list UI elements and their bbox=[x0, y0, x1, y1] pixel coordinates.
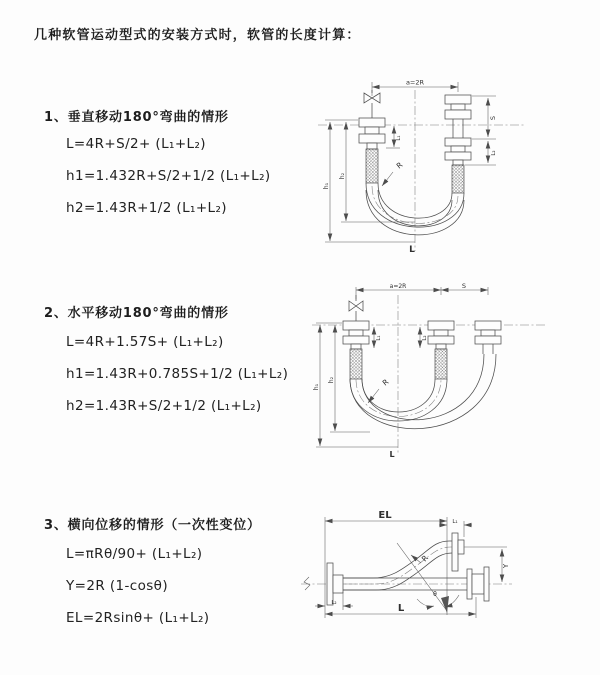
right-hose-end bbox=[445, 95, 471, 193]
braid-section bbox=[435, 349, 447, 379]
section-1-formula-h2: h2=1.43R+1/2 (L₁+L₂) bbox=[66, 200, 227, 216]
displaced-hose-position bbox=[343, 533, 464, 590]
page-title: 几种软管运动型式的安装方式时，软管的长度计算： bbox=[34, 28, 361, 43]
dim-label-l: L bbox=[397, 603, 405, 614]
dim-label-a2r: a=2R bbox=[389, 283, 407, 290]
dim-label-theta: θ bbox=[433, 591, 437, 598]
section-3-formula-L: L=πRθ/90+ (L₁+L₂) bbox=[66, 546, 203, 562]
diagram-horizontal-180-bend bbox=[308, 281, 550, 461]
section-2-formula-h1: h1=1.43R+0.785S+1/2 (L₁+L₂) bbox=[66, 366, 289, 382]
dim-label-L: L bbox=[389, 450, 395, 459]
braid-section bbox=[452, 165, 464, 193]
dim-radius bbox=[411, 553, 430, 563]
right-hose-end-shifted bbox=[475, 321, 501, 354]
section-3-formula-EL: EL=2Rsinθ+ (L₁+L₂) bbox=[66, 610, 210, 626]
dim-l1 bbox=[374, 327, 382, 348]
dim-label-s: S bbox=[461, 282, 467, 290]
dim-label-l2: L₂ bbox=[422, 335, 428, 341]
diagram-vertical-180-bend bbox=[312, 76, 534, 256]
middle-hose-end bbox=[428, 321, 454, 379]
section-2-heading: 2、水平移动180°弯曲的情形 bbox=[44, 306, 229, 321]
dim-label-L: L bbox=[409, 245, 415, 255]
valve-icon bbox=[349, 295, 363, 321]
dim-radius bbox=[382, 160, 404, 186]
dim-label-l1: L₁ bbox=[452, 519, 458, 525]
section-1-formula-h1: h1=1.432R+S/2+1/2 (L₁+L₂) bbox=[66, 168, 271, 184]
dim-l2 bbox=[420, 327, 428, 348]
centerlines bbox=[312, 295, 546, 453]
braid-section bbox=[350, 349, 362, 379]
dim-label-l1: L₁ bbox=[396, 135, 402, 141]
dim-l1 bbox=[386, 126, 402, 148]
dim-a2r bbox=[356, 282, 488, 299]
dim-label-a2r: a=2R bbox=[405, 78, 425, 87]
section-1-formula-L: L=4R+S/2+ (L₁+L₂) bbox=[66, 136, 206, 152]
section-2-formula-L: L=4R+1.57S+ (L₁+L₂) bbox=[66, 334, 224, 350]
dim-l2 bbox=[315, 592, 353, 610]
dim-label-r: R bbox=[380, 377, 391, 388]
break-mark bbox=[304, 577, 310, 590]
section-2-formula-h2: h2=1.43R+S/2+1/2 (L₁+L₂) bbox=[66, 398, 262, 414]
dim-label-h1: h₁ bbox=[323, 182, 330, 190]
dim-label-s: S bbox=[489, 115, 497, 121]
hose-curves bbox=[350, 354, 496, 429]
dim-l bbox=[325, 597, 476, 618]
dim-label-l2: L₂ bbox=[491, 150, 497, 156]
left-hose-end bbox=[343, 321, 369, 379]
dim-label-r: R bbox=[394, 160, 405, 171]
dim-radius bbox=[368, 377, 390, 403]
dim-label-h1: h₁ bbox=[313, 383, 320, 391]
section-3-heading: 3、横向位移的情形（一次性变位） bbox=[44, 518, 261, 533]
dim-label-l2: L₂ bbox=[331, 600, 337, 606]
dim-label-h2: h₂ bbox=[339, 172, 346, 180]
dim-label-y: Y bbox=[502, 563, 510, 569]
dim-label-l1: L₁ bbox=[376, 335, 382, 341]
left-flange bbox=[327, 563, 343, 605]
braid-section bbox=[366, 149, 378, 183]
diagram-lateral-displacement bbox=[297, 497, 594, 649]
dim-label-r: R bbox=[419, 553, 430, 564]
section-1-heading: 1、垂直移动180°弯曲的情形 bbox=[44, 110, 229, 125]
dim-label-h2: h₂ bbox=[328, 376, 335, 384]
dim-label-el: EL bbox=[378, 510, 392, 521]
left-hose-end bbox=[359, 118, 385, 183]
section-3-formula-Y: Y=2R (1-cosθ) bbox=[66, 578, 168, 594]
